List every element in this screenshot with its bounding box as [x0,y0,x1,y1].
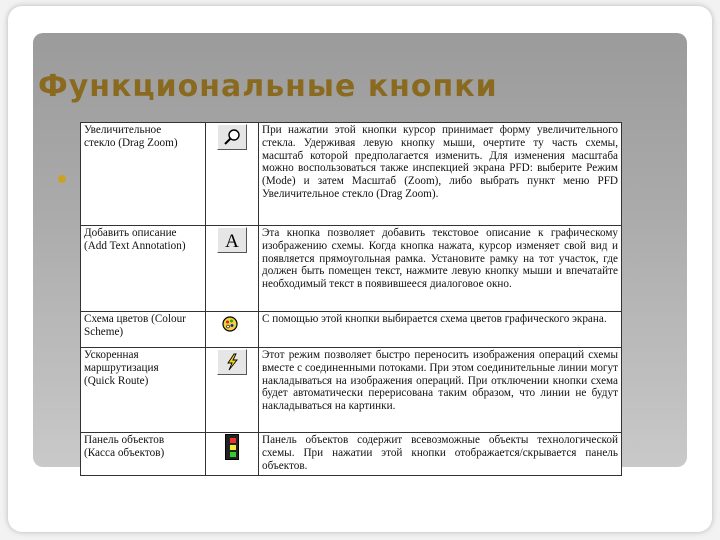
button-icon-cell [206,226,259,312]
slide-title: Функциональные кнопки [38,69,498,104]
button-name-cell [81,433,206,476]
traffic-light-icon[interactable] [225,434,239,460]
palette-icon[interactable] [219,313,245,337]
button-name-cell [81,123,206,226]
button-icon-cell [206,348,259,433]
function-buttons-table [80,122,622,476]
button-icon-cell [206,312,259,348]
table-row [81,226,622,312]
button-name: Схема цветов (Colour Scheme) [84,313,186,338]
button-name: Увеличительное стекло (Drag Zoom) [84,124,178,149]
scanned-document [80,122,622,475]
magnifier-icon[interactable] [217,124,247,150]
button-icon-cell [206,433,259,476]
table-row [81,433,622,476]
text-a-icon[interactable] [217,227,247,253]
button-description: Панель объектов содержит всевозможные объекты технологической схемы. При нажатии этой кнопки отображается/скрывается панель объектов. [259,433,622,476]
table-row [81,123,622,226]
button-name: Панель объектов (Касса объектов) [84,434,165,459]
svg-text:A: A [225,231,239,251]
button-description: Эта кнопка позволяет добавить текстовое описание к графическому изображению схемы. Когда кнопка нажата, курсор изменяет свой вид и появляется прямоугольная рамка. Установите рамку на тот участок, где должен быть помещен текст, нажмите левую кнопку мыши и впечатайте необходимый текст в появившееся диалоговое окно. [259,226,622,312]
table-row [81,348,622,433]
bullet-point [58,175,66,183]
button-name-cell [81,348,206,433]
button-icon-cell [206,123,259,226]
button-description: Этот режим позволяет быстро переносить изображения операций схемы вместе с соединенными потоками. При этом соединительные линии могут накладываться на изображения операций. При отключении кнопки схема будет автоматически перерисована таким образом, что линии не будут накладываться на картинки. [259,348,622,433]
lightning-icon[interactable] [217,349,247,375]
button-name-cell [81,312,206,348]
button-description: При нажатии этой кнопки курсор принимает форму увеличительного стекла. Удерживая левую кнопку мыши, очертите ту часть схемы, масштаб которой предполагается изменить. Для изменения масштаба можно воспользоваться также инспекцией экрана PFD: выберите Режим (Mode) и затем Масштаб (Zoom), либо выбрать пункт меню PFD Увеличительное стекло (Drag Zoom). [259,123,622,226]
button-name: Добавить описание (Add Text Annotation) [84,227,186,252]
table-row [81,312,622,348]
button-name-cell [81,226,206,312]
button-description: С помощью этой кнопки выбирается схема цветов графического экрана. [259,312,622,348]
button-name: Ускоренная маршрутизация (Quick Route) [84,349,159,387]
